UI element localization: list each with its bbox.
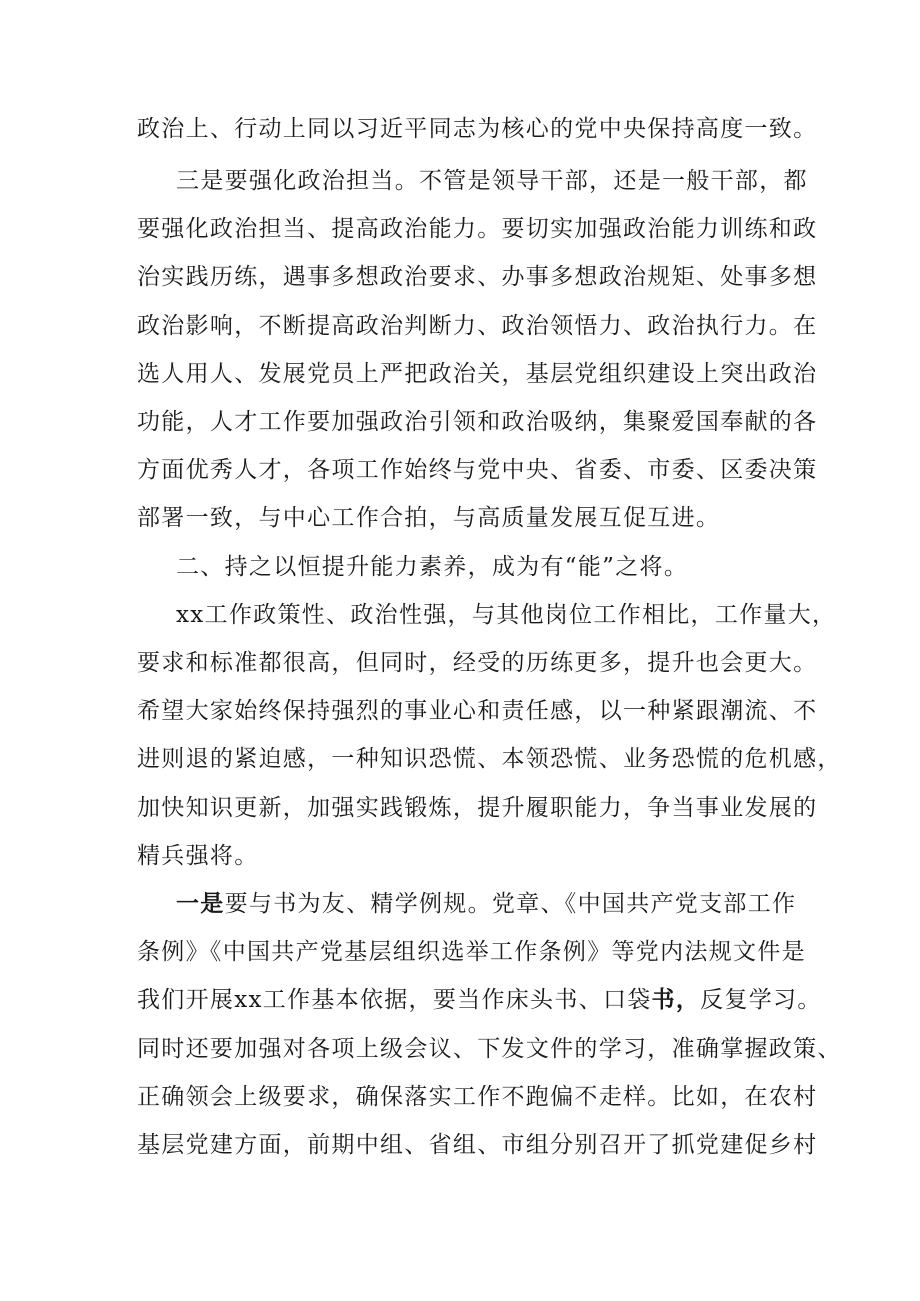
text-line: 希望大家始终保持强烈的事业心和责任感，以一种紧跟潮流、不: [137, 698, 818, 724]
section-heading: 二、持之以恒提升能力素养，成为有“能”之将。: [176, 554, 689, 580]
text-line: 治实践历练，遇事多想政治要求、办事多想政治规矩、处事多想: [137, 264, 818, 290]
text-line: 加快知识更新，加强实践锻炼，提升履职能力，争当事业发展的: [137, 795, 818, 821]
bold-segment: 书，: [651, 986, 701, 1013]
text-segment: 要与书为友、精学例规。党章、《中国共产党支部工作: [224, 891, 797, 917]
text-line: 进则退的紧迫感，一种知识恐慌、本领恐慌、业务恐慌的危机感，: [137, 746, 842, 772]
text-line: 方面优秀人才，各项工作始终与党中央、省委、市委、区委决策: [137, 457, 818, 483]
text-line: [137, 980, 822, 1020]
text-segment: 我们开展xx工作基本依据，要当作床头书、口袋: [137, 987, 652, 1013]
text-line: 正确领会上级要求，确保落实工作不跑偏不走样。比如，在农村: [137, 1084, 818, 1110]
text-line: 同时还要加强对各项上级会议、下发文件的学习，准确掌握政策、: [137, 1036, 842, 1062]
text-line: 三是要强化政治担当。不管是领导干部，还是一般干部，都: [176, 168, 808, 194]
text-line: 条例》《中国共产党基层组织选举工作条例》等党内法规文件是: [137, 939, 806, 965]
text-segment: 反复学习。: [700, 987, 822, 1013]
text-line: 精兵强将。: [137, 843, 259, 869]
text-line: xx工作政策性、政治性强，与其他岗位工作相比，工作量大，: [176, 602, 837, 628]
text-line: [176, 884, 836, 924]
text-line: 要强化政治担当、提高政治能力。要切实加强政治能力训练和政: [137, 216, 818, 242]
text-line: 部署一致，与中心工作合拍，与高质量发展互促互进。: [137, 505, 721, 531]
bold-prefix: 一是: [176, 890, 225, 917]
text-line: 要求和标准都很高，但同时，经受的历练更多，提升也会更大。: [137, 650, 818, 676]
text-line: 政治上、行动上同以习近平同志为核心的党中央保持高度一致。: [137, 116, 818, 142]
text-line: 基层党建方面，前期中组、省组、市组分别召开了抓党建促乡村: [137, 1132, 818, 1158]
text-line: 选人用人、发展党员上严把政治关，基层党组织建设上突出政治: [137, 361, 818, 387]
text-line: 政治影响，不断提高政治判断力、政治领悟力、政治执行力。在: [137, 313, 818, 339]
text-line: 功能，人才工作要加强政治引领和政治吸纳，集聚爱国奉献的各: [137, 409, 818, 435]
